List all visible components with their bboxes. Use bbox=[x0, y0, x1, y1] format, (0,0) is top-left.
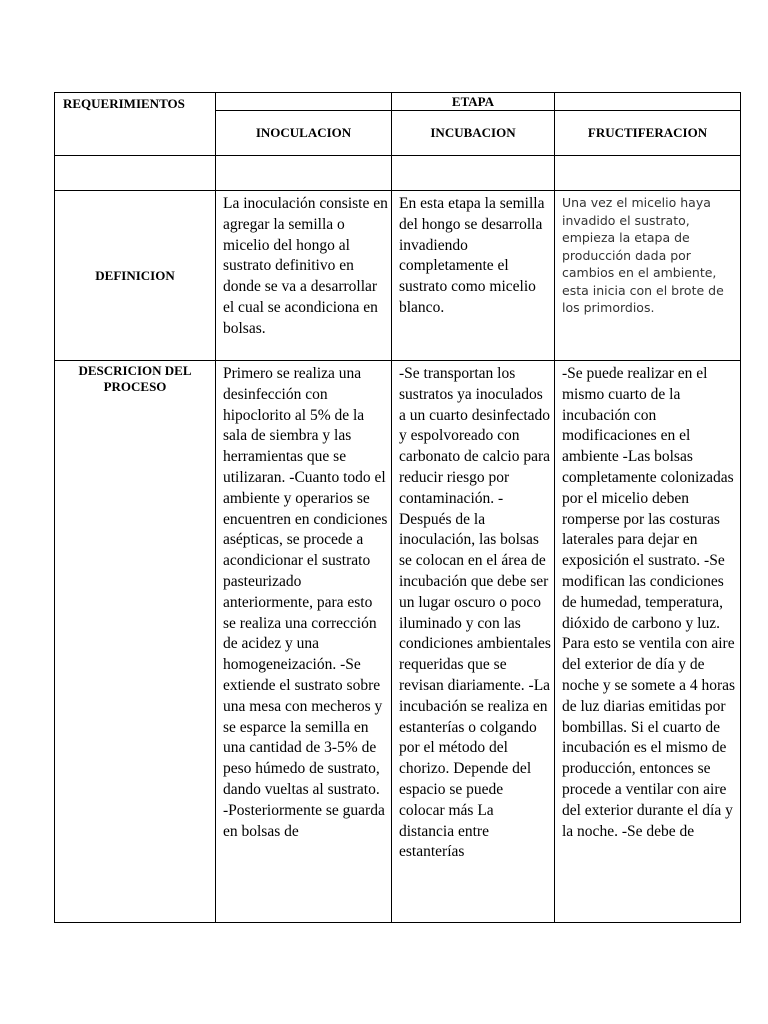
stage-header: ETAPA bbox=[392, 93, 555, 111]
definition-fructification: Una vez el micelio haya invadido el sustrato, empieza la etapa de producción dada por cambios en el ambiente, esta inicia con el brote de los primordios. bbox=[555, 191, 741, 361]
header-inoculation: INOCULACION bbox=[216, 111, 392, 156]
process-inoculation bbox=[216, 361, 392, 923]
header-incubation: INCUBACION bbox=[392, 111, 555, 156]
empty-cell bbox=[216, 156, 392, 191]
requirements-table bbox=[54, 92, 741, 923]
process-incubation-text: -Se transportan los sustratos ya inoculados a un cuarto desinfectado y espolvoreado con carbonato de calcio para reducir riesgo por contaminación. -Después de la inoculación, las bolsas se colocan en el área de incubación que debe ser un lugar oscuro o poco iluminado y con las condiciones ambientales requeridas que se revisan diariamente. -La incubación se realiza en estanterías o colgando por el método del chorizo. Depende del espacio se puede colocar más La distancia entre estanterías bbox=[399, 365, 551, 861]
process-label: DESCRICION DEL PROCESO bbox=[55, 361, 216, 923]
process-fructification-text: -Se puede realizar en el mismo cuarto de la incubación con modificaciones en el ambiente -Las bolsas completamente colonizadas por el micelio deben romperse por las costuras laterales para dejar en exposición el sustrato. -Se modifican las condiciones de humedad, temperatura, dióxido de carbono y luz. Para esto se ventila con aire del exterior de día y de noche y se somete a 4 horas de luz diarias emitidas por bombillas. Si el cuarto de incubación es el mismo de producción, entonces se procede a ventilar con aire del exterior durante el día y la noche. -Se debe de bbox=[562, 365, 736, 840]
empty-cell bbox=[555, 156, 741, 191]
process-incubation bbox=[392, 361, 555, 923]
header-fructification: FRUCTIFERACION bbox=[555, 111, 741, 156]
definition-inoculation: La inoculación consiste en agregar la semilla o micelio del hongo al sustrato definitivo en donde se va a desarrollar el cual se acondiciona en bolsas. bbox=[216, 191, 392, 361]
stage-header-spacer-right bbox=[555, 93, 741, 111]
process-fructification bbox=[555, 361, 741, 923]
process-inoculation-text: Primero se realiza una desinfección con hipoclorito al 5% de la sala de siembra y las herramientas que se utilizaran. -Cuanto todo el ambiente y operarios se encuentren en condiciones asépticas, se procede a acondicionar el sustrato pasteurizado anteriormente, para esto se realiza una corrección de acidez y una homogeneización. -Se extiende el sustrato sobre una mesa con mecheros y se esparce la semilla en una cantidad de 3-5% de peso húmedo de sustrato, dando vueltas al sustrato. -Posteriormente se guarda en bolsas de bbox=[223, 365, 388, 840]
stage-header-spacer bbox=[216, 93, 392, 111]
definition-incubation: En esta etapa la semilla del hongo se desarrolla invadiendo completamente el sustrato como micelio blanco. bbox=[392, 191, 555, 361]
empty-cell bbox=[392, 156, 555, 191]
definition-label: DEFINICION bbox=[55, 191, 216, 361]
requirements-header: REQUERIMIENTOS bbox=[55, 93, 216, 156]
empty-cell bbox=[55, 156, 216, 191]
